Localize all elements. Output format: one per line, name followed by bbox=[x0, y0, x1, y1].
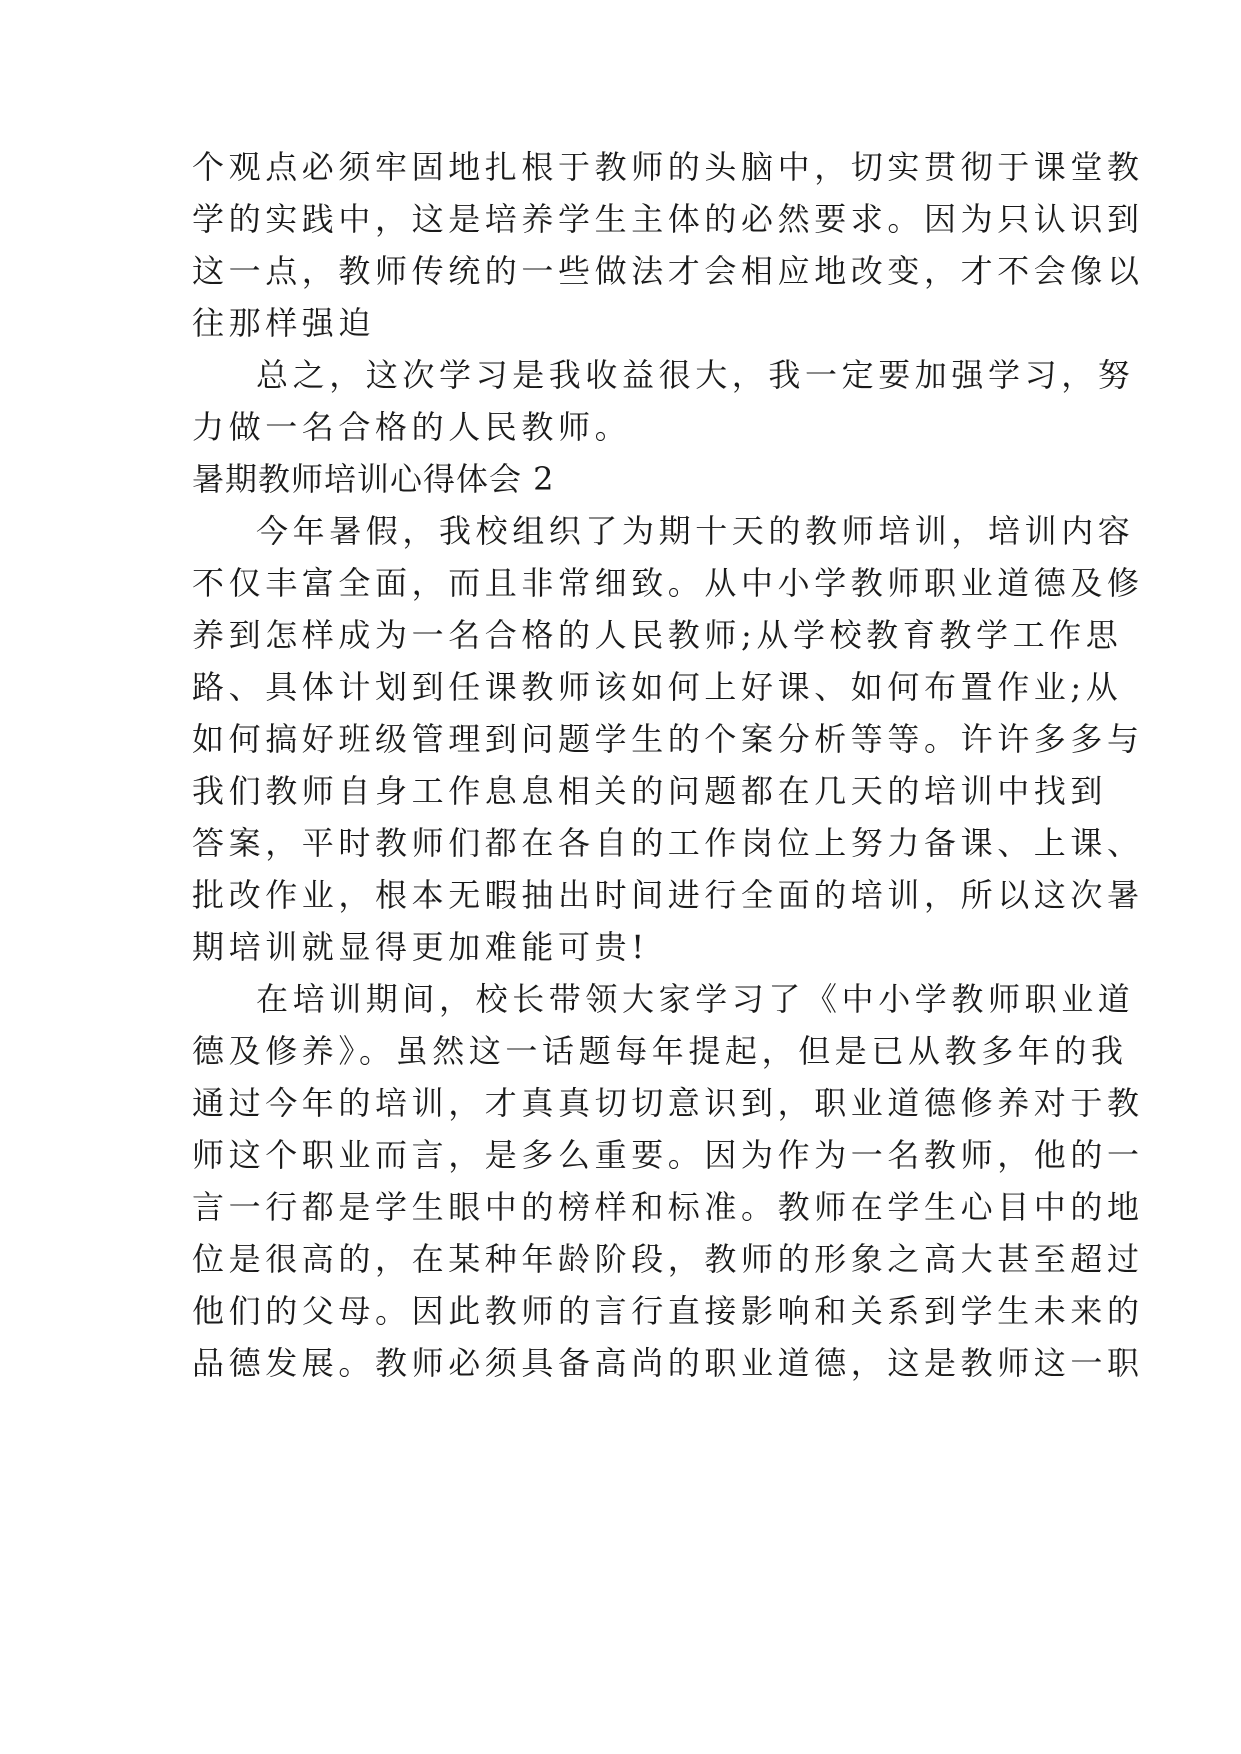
paragraph-line: 学的实践中，这是培养学生主体的必然要求。因为只认识到 bbox=[192, 200, 1144, 238]
paragraph-line: 品德发展。教师必须具备高尚的职业道德，这是教师这一职 bbox=[192, 1344, 1144, 1382]
paragraph-line: 言一行都是学生眼中的榜样和标准。教师在学生心目中的地 bbox=[192, 1188, 1144, 1226]
paragraph-line: 这一点，教师传统的一些做法才会相应地改变，才不会像以 bbox=[192, 252, 1144, 290]
paragraph-line: 德及修养》。虽然这一话题每年提起，但是已从教多年的我 bbox=[192, 1032, 1128, 1070]
paragraph-line: 路、具体计划到任课教师该如何上好课、如何布置作业;从 bbox=[192, 668, 1123, 706]
paragraph-line: 往那样强迫 bbox=[192, 304, 376, 342]
paragraph-line: 总之，这次学习是我收益很大，我一定要加强学习，努 bbox=[256, 356, 1135, 394]
paragraph-line: 师这个职业而言，是多么重要。因为作为一名教师，他的一 bbox=[192, 1136, 1144, 1174]
section-heading: 暑期教师培训心得体会 2 bbox=[192, 460, 555, 498]
paragraph-line: 他们的父母。因此教师的言行直接影响和关系到学生未来的 bbox=[192, 1292, 1144, 1330]
paragraph-line: 不仅丰富全面，而且非常细致。从中小学教师职业道德及修 bbox=[192, 564, 1144, 602]
paragraph-line: 我们教师自身工作息息相关的问题都在几天的培训中找到 bbox=[192, 772, 1108, 810]
paragraph-line: 养到怎样成为一名合格的人民教师;从学校教育教学工作思 bbox=[192, 616, 1123, 654]
paragraph-line: 个观点必须牢固地扎根于教师的头脑中，切实贯彻于课堂教 bbox=[192, 148, 1144, 186]
paragraph-line: 通过今年的培训，才真真切切意识到，职业道德修养对于教 bbox=[192, 1084, 1144, 1122]
paragraph-line: 期培训就显得更加难能可贵! bbox=[192, 928, 649, 966]
paragraph-line: 在培训期间，校长带领大家学习了《中小学教师职业道 bbox=[256, 980, 1135, 1018]
paragraph-line: 答案，平时教师们都在各自的工作岗位上努力备课、上课、 bbox=[192, 824, 1144, 862]
paragraph-line: 如何搞好班级管理到问题学生的个案分析等等。许许多多与 bbox=[192, 720, 1144, 758]
paragraph-line: 批改作业，根本无暇抽出时间进行全面的培训，所以这次暑 bbox=[192, 876, 1144, 914]
paragraph-line: 位是很高的，在某种年龄阶段，教师的形象之高大甚至超过 bbox=[192, 1240, 1144, 1278]
paragraph-line: 今年暑假，我校组织了为期十天的教师培训，培训内容 bbox=[256, 512, 1135, 550]
paragraph-line: 力做一名合格的人民教师。 bbox=[192, 408, 632, 446]
